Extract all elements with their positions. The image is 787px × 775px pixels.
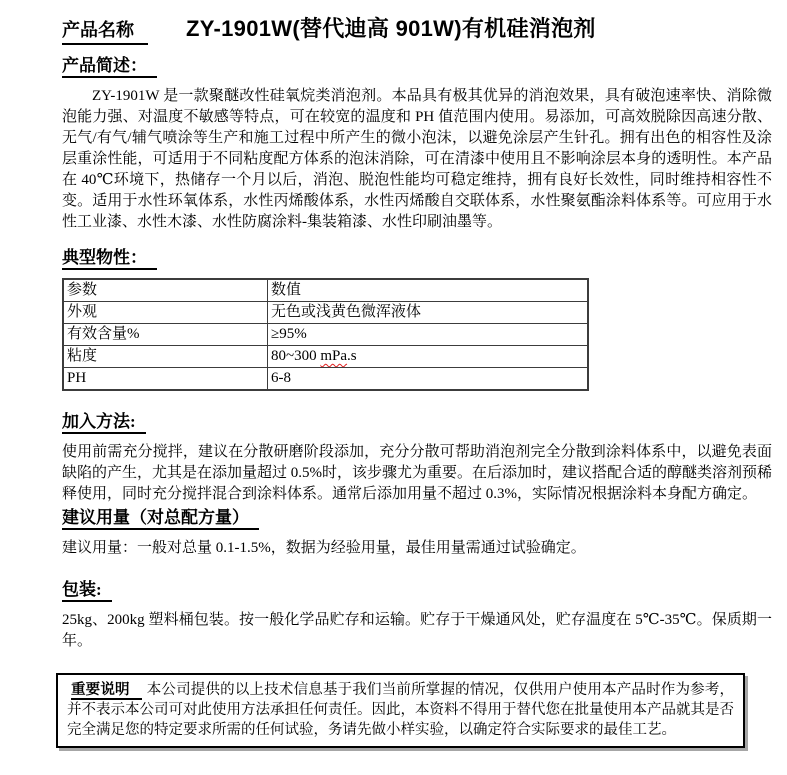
important-notice-box <box>56 673 745 748</box>
notice-text: 本公司提供的以上技术信息基于我们当前所掌握的情况，仅供用户使用本产品时作为参考，并不表示本公司可对此使用方法承担任何责任。因此，本资料不得用于替代您在批量使用本产品就其是否完全满足您的特定要求所需的任何试验，务请先做小样实验，以确定符合实际要求的最佳工艺。 <box>67 682 735 738</box>
param-cell: PH <box>63 368 268 391</box>
viscosity-value: 80~300 <box>271 348 321 364</box>
method-heading-text: 加入方法: <box>62 412 146 434</box>
section-heading-method <box>62 411 772 434</box>
table-row <box>63 346 588 368</box>
packaging-paragraph: 25kg、200kg 塑料桶包装。按一般化学品贮存和运输。贮存于干燥通风处，贮存温度在 5℃-35℃。保质期一年。 <box>62 612 772 649</box>
product-name-label: 产品名称 <box>62 16 148 45</box>
method-paragraph: 使用前需充分搅拌，建议在分散研磨阶段添加，充分分散可帮助消泡剂完全分散到涂料体系中，以避免表面缺陷的产生，尤其是在添加量超过 0.5%时，该步骤尤为重要。在后添加时，建议搭配合适的醇醚类溶剂预稀释使用，同时充分搅拌混合到涂料体系。通常后添加用量不超过 0.3%，实际情况根据涂料本身配方确定。 <box>62 444 772 502</box>
table-row <box>63 302 588 324</box>
title-row <box>62 12 772 45</box>
table-row <box>63 324 588 346</box>
product-title: ZY-1901W(替代迪高 901W)有机硅消泡剂 <box>186 16 596 41</box>
table-row <box>63 368 588 391</box>
section-heading-dosage <box>62 507 772 530</box>
viscosity-unit-suffix: .s <box>347 348 357 364</box>
dosage-paragraph: 建议用量：一般对总量 0.1-1.5%，数据为经验用量，最佳用量需通过试验确定。 <box>62 540 586 556</box>
value-cell-viscosity <box>268 346 589 368</box>
notice-label: 重要说明 <box>71 682 142 700</box>
dosage-heading-text: 建议用量（对总配方量） <box>62 508 259 530</box>
value-cell: ≥95% <box>268 324 589 346</box>
viscosity-unit-misspelled: mPa <box>320 348 348 364</box>
properties-heading-text: 典型物性： <box>62 248 157 270</box>
section-heading-summary <box>62 55 772 78</box>
param-cell: 粘度 <box>63 346 268 368</box>
packaging-heading-text: 包装: <box>62 580 112 602</box>
properties-table <box>62 278 589 391</box>
section-heading-properties <box>62 247 772 270</box>
value-cell: 6-8 <box>268 368 589 391</box>
summary-paragraph: ZY-1901W 是一款聚醚改性硅氧烷类消泡剂。本品具有极其优异的消泡效果，具有破泡速率快、消除微泡能力强、对温度不敏感等特点，可在较宽的温度和 PH 值范围内使用。易添加，可高效脱除因高速分散、无气/有气/辅气喷涂等生产和施工过程中所产生的微小泡沫，以避免涂层产生针孔。拥有出色的相容性及涂层重涂性能，可适用于不同粘度配方体系的泡沫消除，可在清漆中使用且不影响涂层本身的透明性。本产品在 40℃环境下，热储存一个月以后，消泡、脱泡性能均可稳定维持，拥有良好长效性，同时维持相容性不变。适用于水性环氧体系，水性丙烯酸体系，水性丙烯酸自交联体系，水性聚氨酯涂料体系等。可应用于水性工业漆、水性木漆、水性防腐涂料-集装箱漆、水性印刷油墨等。 <box>62 88 772 230</box>
value-cell: 无色或浅黄色微浑液体 <box>268 302 589 324</box>
summary-heading-text: 产品简述： <box>62 56 157 78</box>
value-header-cell: 数值 <box>268 279 589 302</box>
param-cell: 外观 <box>63 302 268 324</box>
param-header-cell: 参数 <box>63 279 268 302</box>
param-cell: 有效含量% <box>63 324 268 346</box>
table-header-row <box>63 279 588 302</box>
section-heading-packaging <box>62 579 772 602</box>
